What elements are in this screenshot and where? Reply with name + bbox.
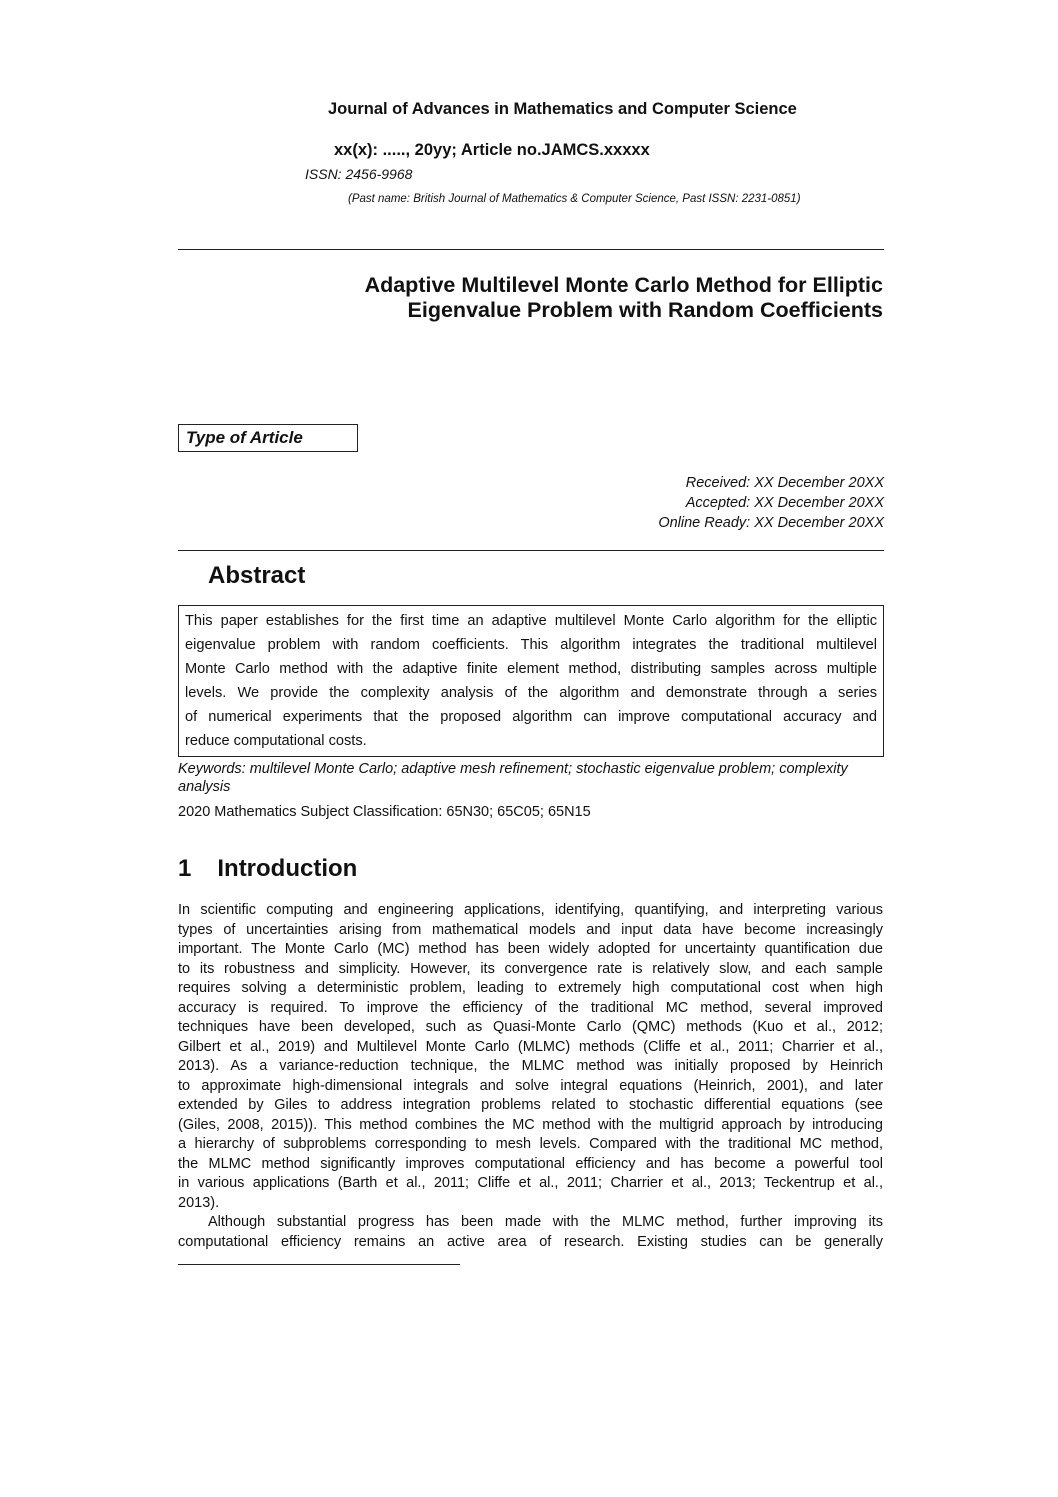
text-line: extended by Giles to address integration problems related to stochastic differential equations (see xyxy=(178,1097,883,1113)
text-line: of numerical experiments that the proposed algorithm can improve computational accuracy and xyxy=(185,709,877,725)
accepted-date: Accepted: XX December 20XX xyxy=(685,495,884,511)
text-line: This paper establishes for the first time an adaptive multilevel Monte Carlo algorithm for the elliptic xyxy=(185,613,877,629)
paper-title xyxy=(365,273,883,323)
section-number: 1 xyxy=(178,855,192,882)
text-line: in various applications (Barth et al., 2011; Cliffe et al., 2011; Charrier et al., 2013; Teckentrup et al., xyxy=(178,1175,883,1191)
received-date: Received: XX December 20XX xyxy=(685,475,884,491)
section-heading xyxy=(178,855,357,883)
text-line: techniques have been developed, such as Quasi-Monte Carlo (QMC) methods (Kuo et al., 2012; xyxy=(178,1019,883,1035)
text-line: types of uncertainties arising from mathematical models and input data have become increasingly xyxy=(178,921,883,938)
footnote-rule xyxy=(178,1264,460,1265)
title-line: Adaptive Multilevel Monte Carlo Method for Elliptic xyxy=(364,273,883,297)
text-line: requires solving a deterministic problem, leading to extremely high computational cost when high xyxy=(178,980,883,996)
journal-name: Journal of Advances in Mathematics and Computer Science xyxy=(328,100,797,118)
text-line: (Giles, 2008, 2015)). This method combines the MC method with the multigrid approach by introducing xyxy=(178,1116,883,1133)
keywords-line: analysis xyxy=(178,779,231,795)
msc-classification: 2020 Mathematics Subject Classification: 65N30; 65C05; 65N15 xyxy=(178,804,591,820)
text-line: Gilbert et al., 2019) and Multilevel Monte Carlo (MLMC) methods (Cliffe et al., 2011; Charrier et al., xyxy=(178,1038,883,1055)
text-line: 2013). As a variance-reduction technique, the MLMC method was initially proposed by Heinrich xyxy=(178,1058,883,1074)
divider xyxy=(178,550,884,551)
text-line: reduce computational costs. xyxy=(185,733,367,749)
abstract-heading: Abstract xyxy=(208,562,306,589)
title-line: Eigenvalue Problem with Random Coefficients xyxy=(407,298,883,322)
abstract-box xyxy=(178,605,884,757)
text-line: the MLMC method significantly improves computational efficiency and has become a powerful tool xyxy=(178,1155,883,1172)
text-line: Monte Carlo method with the adaptive finite element method, distributing samples across multiple xyxy=(185,661,877,677)
text-line: to its robustness and simplicity. However, its convergence rate is relatively slow, and each sample xyxy=(178,960,883,977)
text-line: computational efficiency remains an active area of research. Existing studies can be generally xyxy=(178,1233,883,1250)
divider xyxy=(178,249,884,250)
dates xyxy=(658,473,884,533)
text-line: eigenvalue problem with random coefficients. This algorithm integrates the traditional multilevel xyxy=(185,637,877,653)
issn: ISSN: 2456-9968 xyxy=(305,166,413,182)
text-line: a hierarchy of subproblems corresponding to mesh levels. Compared with the traditional MC method, xyxy=(178,1136,883,1152)
section-title: Introduction xyxy=(217,855,358,882)
article-type-box: Type of Article xyxy=(178,424,358,452)
text-line: Although substantial progress has been made with the MLMC method, further improving its xyxy=(208,1214,883,1230)
text-line: important. The Monte Carlo (MC) method has been widely adopted for uncertainty quantification due xyxy=(178,941,883,957)
text-line: to approximate high-dimensional integrals and solve integral equations (Heinrich, 2001), and later xyxy=(178,1077,883,1094)
text-line: In scientific computing and engineering applications, identifying, quantifying, and interpreting various xyxy=(178,902,883,918)
text-line: levels. We provide the complexity analysis of the algorithm and demonstrate through a series xyxy=(185,685,877,701)
keywords-line: Keywords: multilevel Monte Carlo; adaptive mesh refinement; stochastic eigenvalue problem; complexity xyxy=(178,761,848,777)
text-line: 2013). xyxy=(178,1194,220,1211)
text-line: accuracy is required. To improve the efficiency of the traditional MC method, several improved xyxy=(178,999,883,1016)
volume-info: xx(x): ....., 20yy; Article no.JAMCS.xxxxx xyxy=(334,141,650,159)
past-name: (Past name: British Journal of Mathematics & Computer Science, Past ISSN: 2231-0851) xyxy=(348,193,801,205)
intro-paragraph-1 xyxy=(178,901,883,1213)
intro-paragraph-2 xyxy=(178,1213,883,1252)
online-date: Online Ready: XX December 20XX xyxy=(658,515,884,531)
keywords xyxy=(178,760,884,796)
